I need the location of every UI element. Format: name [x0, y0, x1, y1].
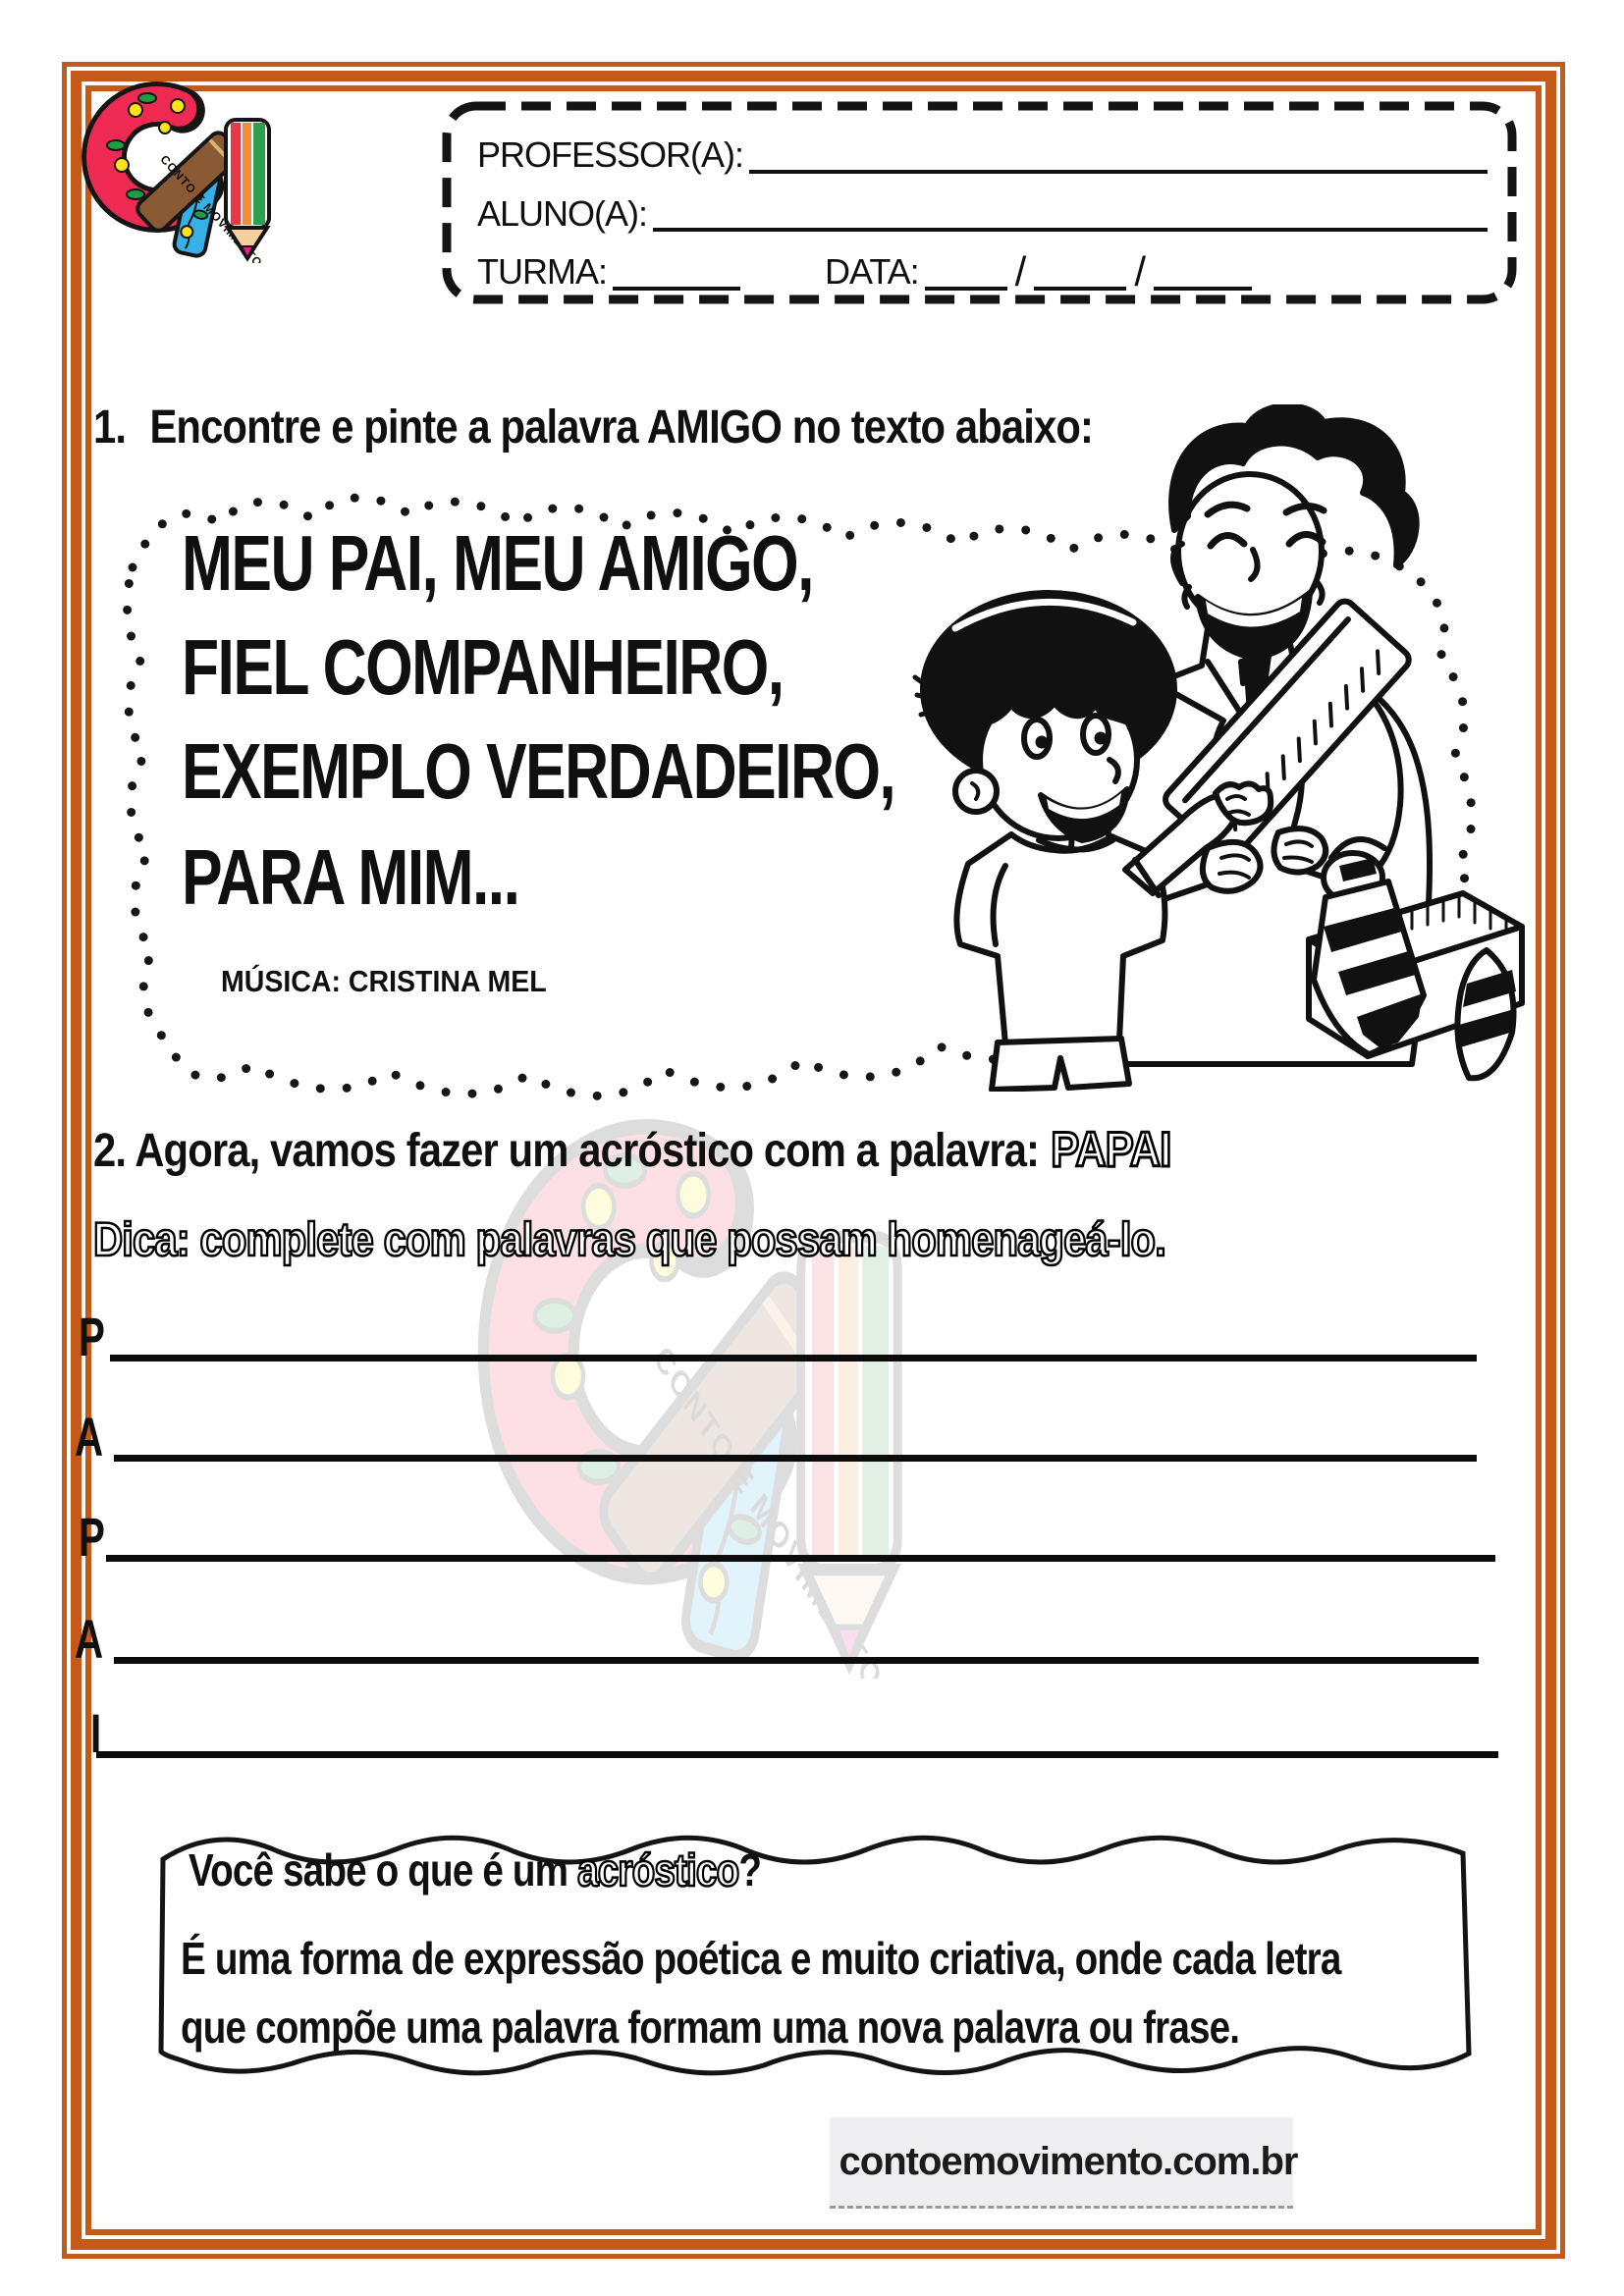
date-day-line[interactable] — [925, 277, 1007, 291]
aluno-input-line[interactable] — [653, 218, 1488, 232]
infobox-question-highlight: acróstico — [577, 1844, 739, 1896]
date-month-line[interactable] — [1034, 277, 1126, 291]
song-line-1: MEU PAI, MEU AMIGO, — [182, 519, 813, 607]
turma-label: TURMA: — [477, 251, 607, 293]
song-line-4: PARA MIM... — [182, 833, 519, 921]
aluno-row — [477, 174, 1488, 233]
infobox-body-line2: que compõe uma palavra formam uma nova palavra ou frase. — [181, 2002, 1240, 2053]
cm-logo — [75, 69, 289, 263]
data-label: DATA: — [825, 251, 919, 293]
song-line-2: FIEL COMPANHEIRO, — [182, 623, 784, 711]
professor-row — [477, 115, 1488, 174]
acrostic-letter-2: A — [75, 1406, 104, 1468]
footer-brand — [830, 2117, 1298, 2209]
acrostic-info-box — [145, 1818, 1481, 2091]
father-son-illustration — [862, 404, 1540, 1092]
song-credit: MÚSICA: CRISTINA MEL — [221, 964, 547, 998]
activity2-text: 2. Agora, vamos fazer um acróstico com a palavra: — [93, 1125, 1040, 1177]
turma-input-line[interactable] — [613, 277, 740, 291]
identification-box — [442, 101, 1517, 304]
acrostic-letter-1: P — [79, 1306, 105, 1367]
song-line-3: EXEMPLO VERDADEIRO, — [182, 727, 895, 815]
acrostic-answer-line-2[interactable] — [114, 1455, 1477, 1462]
date-separator: / — [1134, 248, 1147, 295]
acrostic-answer-line-1[interactable] — [110, 1355, 1477, 1362]
acrostic-letter-3: P — [79, 1506, 105, 1568]
date-year-line[interactable] — [1154, 277, 1252, 291]
acrostic-answer-line-3[interactable] — [106, 1555, 1495, 1562]
infobox-question-suffix: ? — [738, 1844, 762, 1896]
activity1-number: 1. — [93, 401, 127, 454]
turma-data-row — [477, 232, 1488, 295]
infobox-question-prefix: Você sabe o que é um — [189, 1844, 578, 1896]
footer-url: contoemovimento.com.br — [839, 2139, 1298, 2183]
activity2-prompt — [93, 1121, 1170, 1178]
date-separator: / — [1014, 248, 1027, 295]
aluno-label: ALUNO(A): — [477, 192, 648, 234]
acrostic-letter-5: I — [90, 1702, 102, 1764]
acrostic-letter-4: A — [75, 1608, 104, 1670]
professor-input-line[interactable] — [749, 160, 1488, 174]
activity1-text: Encontre e pinte a palavra AMIGO no texto abaixo: — [149, 401, 1094, 454]
hint-text: Dica: complete com palavras que possam homenageá-lo. — [93, 1214, 1165, 1266]
infobox-question — [189, 1843, 761, 1896]
acrostic-answer-line-5[interactable] — [96, 1751, 1498, 1758]
infobox-body-line1: É uma forma de expressão poética e muito criativa, onde cada letra — [181, 1933, 1341, 1984]
activity2-word: PAPAI — [1051, 1122, 1171, 1177]
professor-label: PROFESSOR(A): — [477, 133, 744, 175]
acrostic-answer-line-4[interactable] — [114, 1657, 1479, 1664]
